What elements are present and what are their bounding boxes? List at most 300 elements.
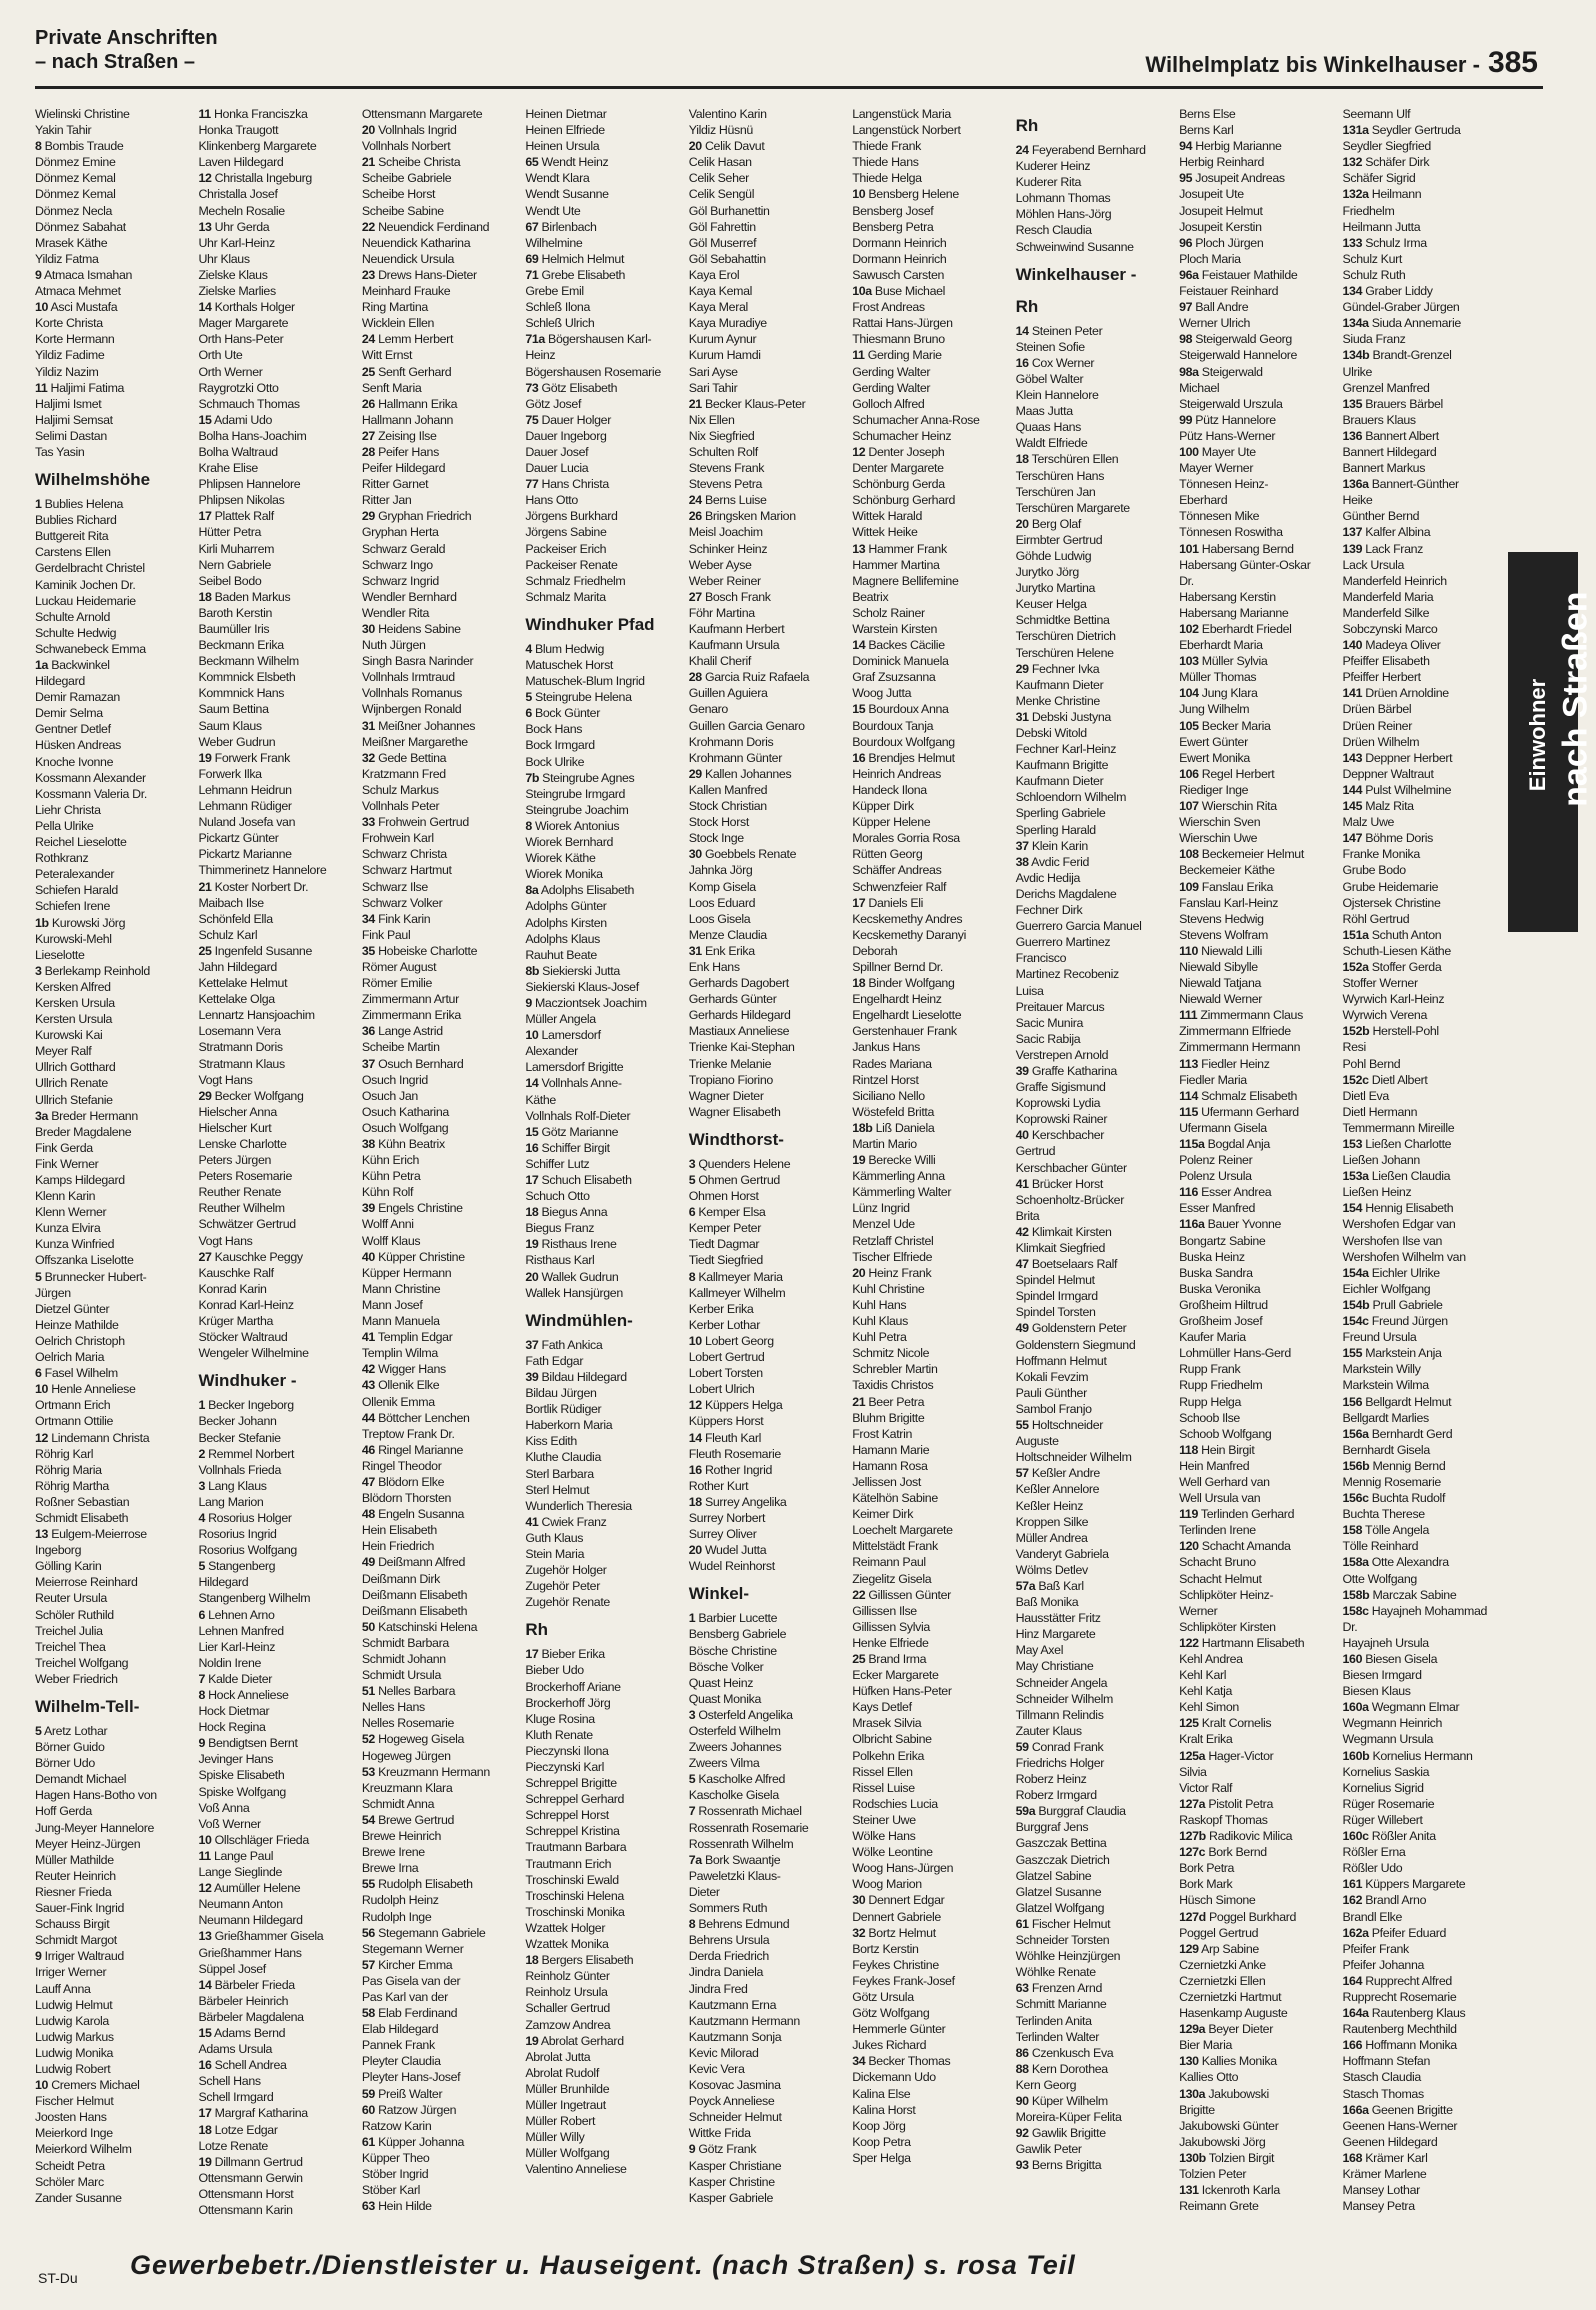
- resident-name: Kemper Peter: [688, 1221, 761, 1236]
- resident-name: Ottensmann Karin: [198, 2203, 293, 2217]
- resident-entry: [198, 701, 355, 717]
- resident-entry: [1179, 1538, 1336, 1554]
- resident-entry: [1016, 1176, 1173, 1192]
- resident-name: Rupprecht Rosemarie: [1342, 1989, 1457, 2004]
- resident-name: Ottensmann Horst: [198, 2186, 294, 2201]
- house-number: 42: [361, 1362, 375, 1377]
- resident-entry: [1343, 798, 1500, 814]
- resident-entry: [1343, 1120, 1500, 1136]
- resident-name: Bernhardt Gisela: [1342, 1442, 1430, 1457]
- resident-entry: [1343, 718, 1500, 734]
- resident-entry: [198, 299, 355, 315]
- resident-entry: [198, 251, 355, 267]
- house-number: 102: [1179, 622, 1199, 636]
- resident-name: Schiefen Irene: [35, 899, 111, 914]
- resident-entry: [525, 1920, 682, 1936]
- resident-name: Kettelake Helmut: [198, 976, 288, 991]
- resident-name: Schreppel Gerhard: [525, 1792, 625, 1807]
- resident-name: Josupeit Andreas: [1195, 171, 1285, 186]
- resident-entry: [1179, 750, 1336, 766]
- resident-name: Valentino Karin: [688, 107, 767, 121]
- resident-entry: [1343, 943, 1500, 959]
- resident-entry: [689, 1510, 846, 1526]
- resident-name: Kurum Aynur: [688, 332, 757, 347]
- house-number: 133: [1342, 235, 1363, 250]
- resident-name: Arp Sabine: [1201, 1941, 1259, 1956]
- resident-name: Hildegard: [35, 674, 85, 689]
- resident-name: Debski Witold: [1015, 726, 1087, 740]
- resident-entry: [525, 557, 682, 573]
- resident-name: Thimmerinetz Hannelore: [198, 863, 327, 878]
- header-right: [1145, 46, 1538, 80]
- resident-name: Gerstenhauer Frank: [852, 1024, 957, 1039]
- resident-entry: [198, 1735, 355, 1751]
- resident-entry: [852, 170, 1009, 186]
- resident-name: Uhr Gerda: [214, 219, 270, 234]
- resident-entry: [1343, 1377, 1500, 1393]
- resident-name: Becker Klaus-Peter: [704, 396, 806, 411]
- resident-entry: [689, 1755, 846, 1771]
- house-number: 20: [361, 123, 375, 138]
- resident-entry: [525, 1285, 682, 1301]
- house-number: 24: [688, 493, 702, 508]
- resident-entry: [362, 2037, 519, 2053]
- resident-entry: [1179, 1039, 1336, 1055]
- resident-name: Kratzmann Fred: [361, 766, 446, 781]
- house-number: 49: [1015, 1321, 1029, 1336]
- house-number: 135: [1342, 396, 1363, 411]
- resident-entry: [852, 380, 1009, 396]
- resident-name: Kuderer Heinz: [1015, 159, 1091, 174]
- resident-entry: [689, 846, 846, 862]
- resident-name: Wershofen Ilse van: [1342, 1233, 1443, 1248]
- resident-entry: [1016, 1771, 1173, 1787]
- resident-name: Ratzow Jürgen: [378, 2102, 457, 2117]
- resident-name: Berg Olaf: [1031, 516, 1082, 531]
- resident-name: Retzlaff Christel: [852, 1233, 934, 1248]
- resident-name: Wallek Hansjürgen: [525, 1285, 623, 1300]
- resident-name: Quast Monika: [688, 1691, 761, 1706]
- resident-name: Atmaca Ismahan: [43, 267, 133, 282]
- resident-entry: [525, 1385, 682, 1401]
- resident-entry: [852, 138, 1009, 154]
- resident-entry: [689, 1868, 846, 1884]
- resident-entry: [198, 1574, 355, 1590]
- resident-entry: [1016, 773, 1173, 789]
- resident-entry: [1179, 1345, 1336, 1361]
- resident-entry: [852, 1007, 1009, 1023]
- resident-name: Madeya Oliver: [1365, 638, 1441, 653]
- resident-name: Thiede Hans: [852, 155, 919, 170]
- resident-name: Rüger Willebert: [1342, 1812, 1423, 1827]
- resident-name: Stöber Ingrid: [361, 2167, 429, 2181]
- resident-name: Krämer Marlene: [1342, 2167, 1427, 2181]
- resident-entry: [362, 637, 519, 653]
- house-number: 57: [1015, 1466, 1029, 1481]
- resident-name: Berlekamp Reinhold: [44, 963, 150, 978]
- resident-entry: [1343, 766, 1500, 782]
- resident-entry: [1016, 190, 1173, 206]
- resident-entry: [1343, 2166, 1500, 2182]
- resident-entry: [1016, 1691, 1173, 1707]
- resident-name: Zimmermann Erika: [361, 1008, 461, 1023]
- resident-name: Bublies Helena: [44, 497, 124, 512]
- resident-entry: [852, 1442, 1009, 1458]
- resident-entry: [362, 1909, 519, 1925]
- resident-name: Gede Bettina: [378, 750, 447, 765]
- resident-entry: [198, 2122, 355, 2138]
- resident-name: Grube Bodo: [1342, 863, 1406, 878]
- resident-name: Garcia Ruiz Rafaela: [704, 670, 810, 685]
- resident-entry: [1179, 1812, 1336, 1828]
- resident-entry: [35, 1932, 192, 1948]
- resident-name: Pas Karl van der: [361, 1989, 448, 2004]
- resident-name: Dönmez Kemal: [35, 171, 116, 186]
- resident-name: Schmauch Thomas: [198, 396, 300, 411]
- resident-name: Ufermann Gisela: [1179, 1120, 1267, 1135]
- resident-entry: [525, 283, 682, 299]
- resident-name: Luckau Heidemarie: [35, 593, 136, 608]
- listing-column: [688, 106, 846, 2205]
- resident-name: Czernietzki Hartmut: [1179, 1989, 1282, 2004]
- resident-entry: [689, 1997, 846, 2013]
- resident-entry: [852, 1989, 1009, 2005]
- resident-entry: [525, 2145, 682, 2161]
- resident-name: Schinker Heinz: [688, 541, 768, 556]
- resident-name: Rautenberg Mechthild: [1342, 2022, 1457, 2037]
- resident-entry: [852, 1377, 1009, 1393]
- resident-entry: [1343, 1844, 1500, 1860]
- resident-entry: [362, 750, 519, 766]
- resident-entry: [198, 862, 355, 878]
- resident-entry: [198, 1510, 355, 1526]
- resident-name: Gaszczak Dietrich: [1015, 1852, 1110, 1867]
- resident-name: Terlinden Anita: [1015, 2013, 1092, 2028]
- resident-entry: [1179, 1281, 1336, 1297]
- resident-entry: [1343, 1394, 1500, 1410]
- resident-entry: [689, 1317, 846, 1333]
- resident-entry: [362, 975, 519, 991]
- resident-entry: [362, 1297, 519, 1313]
- resident-entry: [362, 1925, 519, 1941]
- resident-name: Stein Maria: [525, 1546, 585, 1561]
- resident-name: Czernietzki Ellen: [1179, 1973, 1266, 1988]
- resident-entry: [1179, 2134, 1336, 2150]
- resident-name: Stoffer Gerda: [1371, 959, 1442, 974]
- resident-name: Scheibe Martin: [361, 1040, 440, 1055]
- resident-name: Silvia: [1179, 1764, 1207, 1779]
- house-number: 2: [198, 1446, 205, 1461]
- resident-entry: [198, 1152, 355, 1168]
- resident-name: Dormann Heinrich: [852, 251, 947, 266]
- house-number: 57a: [1015, 1578, 1036, 1593]
- resident-name: Polkehn Erika: [852, 1748, 925, 1763]
- resident-entry: [1016, 1546, 1173, 1562]
- street-heading: Wilhelm-Tell-: [35, 1697, 140, 1716]
- house-number: 130b: [1179, 2150, 1206, 2165]
- resident-entry: [525, 834, 682, 850]
- resident-entry: [35, 1397, 192, 1413]
- resident-entry: [689, 862, 846, 878]
- resident-name: Jörgens Sabine: [525, 525, 607, 540]
- resident-name: Martin Mario: [852, 1137, 917, 1151]
- resident-entry: [1343, 701, 1500, 717]
- house-number: 6: [35, 1366, 42, 1381]
- resident-name: Seydler Siegfried: [1342, 139, 1431, 154]
- resident-name: Pleyter Claudia: [361, 2054, 441, 2069]
- resident-entry: [35, 512, 192, 528]
- resident-entry: [1179, 605, 1336, 621]
- resident-entry: [198, 1719, 355, 1735]
- resident-name: Nuland Josefa van: [198, 815, 296, 830]
- resident-entry: [525, 754, 682, 770]
- resident-entry: [1343, 460, 1500, 476]
- resident-name: Schwarz Volker: [361, 895, 443, 910]
- resident-name: Saum Klaus: [198, 718, 262, 733]
- resident-entry: [362, 251, 519, 267]
- resident-entry: [35, 915, 192, 931]
- resident-entry: [1179, 203, 1336, 219]
- resident-entry: [1016, 966, 1173, 982]
- resident-name: Götz Marianne: [541, 1124, 619, 1139]
- resident-name: Engelhardt Lieselotte: [852, 1008, 962, 1023]
- resident-name: Adami Udo: [213, 412, 273, 427]
- resident-entry: [525, 476, 682, 492]
- resident-name: Frost Andreas: [852, 300, 925, 315]
- resident-entry: [1179, 219, 1336, 235]
- resident-name: Lange Paul: [213, 1848, 274, 1863]
- resident-name: Ringel Theodor: [361, 1458, 442, 1473]
- resident-name: Dönmez Necla: [35, 203, 113, 218]
- house-number: 98a: [1179, 364, 1199, 379]
- resident-name: Rößler Udo: [1342, 1861, 1403, 1876]
- resident-entry: [852, 460, 1009, 476]
- resident-entry: [1179, 2021, 1336, 2037]
- house-number: 99: [1179, 412, 1193, 427]
- resident-entry: [852, 1796, 1009, 1812]
- resident-name: Feykes Christine: [852, 1957, 939, 1972]
- resident-name: Vogt Hans: [198, 1233, 253, 1248]
- resident-entry: [525, 1562, 682, 1578]
- resident-name: Komp Gisela: [688, 879, 756, 894]
- resident-entry: [1016, 239, 1173, 255]
- resident-name: Drüen Bärbel: [1342, 702, 1412, 717]
- resident-name: Hausstätter Fritz: [1015, 1611, 1101, 1626]
- resident-name: Langenstück Maria: [852, 107, 951, 121]
- resident-name: Rades Mariana: [852, 1056, 932, 1071]
- resident-entry: [1343, 750, 1500, 766]
- resident-entry: [1016, 2093, 1173, 2109]
- resident-name: Kehl Katja: [1179, 1684, 1233, 1699]
- resident-name: Burggraf Jens: [1015, 1820, 1089, 1835]
- resident-name: Zugehör Peter: [525, 1579, 600, 1594]
- resident-name: Küppers Helga: [704, 1398, 783, 1413]
- resident-name: Böttcher Lenchen: [378, 1410, 470, 1425]
- resident-entry: [1016, 435, 1173, 451]
- resident-name: Wershofen Edgar van: [1342, 1217, 1456, 1232]
- resident-entry: [689, 1104, 846, 1120]
- resident-entry: [852, 1168, 1009, 1184]
- resident-entry: [689, 1204, 846, 1220]
- resident-name: Matuschek Horst: [525, 658, 614, 672]
- resident-name: Hein Birgit: [1201, 1442, 1255, 1457]
- house-number: 42: [1015, 1224, 1029, 1239]
- resident-name: Hans Otto: [525, 493, 578, 508]
- house-number: 39: [1015, 1063, 1029, 1078]
- resident-name: Treichel Wolfgang: [35, 1655, 129, 1670]
- resident-name: Bensberg Petra: [852, 219, 934, 234]
- resident-name: Voß Anna: [198, 1800, 250, 1815]
- resident-name: Ottensmann Margarete: [361, 107, 483, 121]
- resident-name: Kuhl Klaus: [852, 1314, 908, 1329]
- resident-entry: [525, 1952, 682, 1968]
- section-subtitle: – nach Straßen –: [35, 51, 196, 73]
- resident-name: Rintzel Horst: [852, 1072, 919, 1087]
- resident-name: Ludwig Helmut: [35, 1997, 113, 2012]
- house-number: 20: [688, 1543, 702, 1558]
- resident-name: Kämmerling Walter: [852, 1185, 952, 1200]
- resident-name: Feyerabend Bernhard: [1031, 143, 1146, 157]
- resident-name: Markstein Wilma: [1342, 1378, 1429, 1393]
- house-number: 35: [361, 943, 375, 958]
- resident-entry: [689, 1948, 846, 1964]
- resident-entry: [362, 927, 519, 943]
- house-number: 5: [35, 1724, 42, 1738]
- resident-name: Hammer Martina: [852, 557, 940, 572]
- resident-entry: [525, 1711, 682, 1727]
- resident-entry: [35, 1900, 192, 1916]
- resident-entry: [525, 541, 682, 557]
- resident-name: Schauss Birgit: [35, 1917, 110, 1932]
- resident-entry: [35, 641, 192, 657]
- resident-entry: [1016, 886, 1173, 902]
- resident-name: Meyer Heinz-Jürgen: [35, 1836, 141, 1851]
- resident-entry: [198, 170, 355, 186]
- resident-entry: [198, 315, 355, 331]
- resident-name: Wölms Detlev: [1015, 1562, 1088, 1577]
- resident-entry: [1179, 557, 1336, 573]
- resident-name: Siekierski Klaus-Josef: [525, 979, 639, 994]
- house-number: 13: [198, 1929, 212, 1944]
- resident-entry: [689, 1932, 846, 1948]
- resident-entry: [35, 1803, 192, 1819]
- resident-name: Scholz Rainer: [852, 605, 925, 620]
- resident-name: Ludwig Markus: [35, 2029, 114, 2044]
- resident-entry: [852, 685, 1009, 701]
- resident-name: Buska Veronika: [1179, 1281, 1261, 1296]
- resident-entry: [1016, 1337, 1173, 1353]
- resident-entry: [362, 1699, 519, 1715]
- resident-name: Wendler Rita: [361, 605, 430, 620]
- resident-entry: [1343, 1828, 1500, 1844]
- resident-entry: [689, 1691, 846, 1707]
- resident-entry: [689, 380, 846, 396]
- resident-name: Kossmann Valeria Dr.: [35, 786, 147, 801]
- resident-name: Bork Swaantje: [704, 1852, 781, 1867]
- resident-name: Langenstück Norbert: [852, 123, 961, 138]
- side-tab-line2: nach Straßen: [1556, 591, 1595, 807]
- resident-entry: [35, 2125, 192, 2141]
- resident-entry: [1016, 1530, 1173, 1546]
- resident-entry: [35, 577, 192, 593]
- resident-entry: [1016, 1288, 1173, 1304]
- house-number: 30: [688, 847, 702, 862]
- resident-name: Tölle Angela: [1365, 1523, 1429, 1538]
- resident-name: Kiss Edith: [525, 1434, 577, 1449]
- resident-entry: [852, 1844, 1009, 1860]
- house-number: 14: [852, 638, 866, 653]
- resident-entry: [198, 1039, 355, 1055]
- resident-entry: [1016, 789, 1173, 805]
- resident-entry: [852, 1957, 1009, 1973]
- resident-entry: [689, 2174, 846, 2190]
- resident-name: Wagner Elisabeth: [688, 1104, 781, 1119]
- house-number: 50: [361, 1619, 375, 1634]
- resident-entry: [852, 879, 1009, 895]
- resident-entry: [689, 653, 846, 669]
- resident-entry: [852, 1184, 1009, 1200]
- house-number: 18: [198, 2122, 212, 2137]
- house-number: 27: [361, 428, 375, 443]
- resident-entry: [1343, 364, 1500, 380]
- resident-name: Hein Elisabeth: [361, 1523, 437, 1538]
- resident-entry: [35, 1075, 192, 1091]
- resident-name: Sari Tahir: [688, 380, 738, 395]
- resident-entry: [1179, 1876, 1336, 1892]
- resident-name: Ring Martina: [361, 300, 428, 315]
- resident-name: Josupeit Helmut: [1179, 203, 1263, 218]
- resident-entry: [1179, 653, 1336, 669]
- resident-name: Fiedler Maria: [1179, 1072, 1247, 1087]
- resident-entry: [35, 1043, 192, 1059]
- resident-name: Heilmann: [1371, 187, 1422, 202]
- resident-entry: [852, 1072, 1009, 1088]
- resident-name: Markstein Willy: [1342, 1362, 1421, 1377]
- resident-name: Kuhl Petra: [852, 1330, 907, 1345]
- resident-name: Terlinden Walter: [1015, 2029, 1100, 2044]
- resident-name: Beckmann Erika: [198, 638, 284, 653]
- resident-entry: [525, 1337, 682, 1353]
- house-number: 34: [852, 2054, 866, 2069]
- resident-entry: [198, 1297, 355, 1313]
- resident-entry: [35, 496, 192, 512]
- resident-entry: [852, 315, 1009, 331]
- resident-name: Röhl Gertrud: [1342, 911, 1410, 926]
- resident-entry: [689, 1852, 846, 1868]
- resident-name: Bannert-Günther: [1371, 477, 1459, 492]
- resident-entry: [35, 1558, 192, 1574]
- resident-name: Handeck Ilona: [852, 782, 927, 797]
- resident-entry: [525, 1695, 682, 1711]
- resident-entry: [1343, 1410, 1500, 1426]
- resident-entry: [362, 492, 519, 508]
- resident-name: Saum Bettina: [198, 702, 269, 717]
- resident-entry: [35, 428, 192, 444]
- house-number: 10: [35, 1382, 49, 1397]
- resident-name: Genaro: [688, 702, 728, 717]
- resident-name: Berns Karl: [1179, 123, 1234, 138]
- resident-entry: [198, 1655, 355, 1671]
- resident-entry: [852, 508, 1009, 524]
- house-number: 136a: [1342, 477, 1369, 492]
- resident-entry: [1016, 500, 1173, 516]
- resident-name: Spindel Irmgard: [1015, 1289, 1098, 1304]
- resident-name: Bourdoux Tanja: [852, 718, 934, 733]
- resident-entry: [1179, 1715, 1336, 1731]
- resident-entry: [35, 1997, 192, 2013]
- resident-name: Zugehör Holger: [525, 1563, 607, 1578]
- resident-entry: [852, 2069, 1009, 2085]
